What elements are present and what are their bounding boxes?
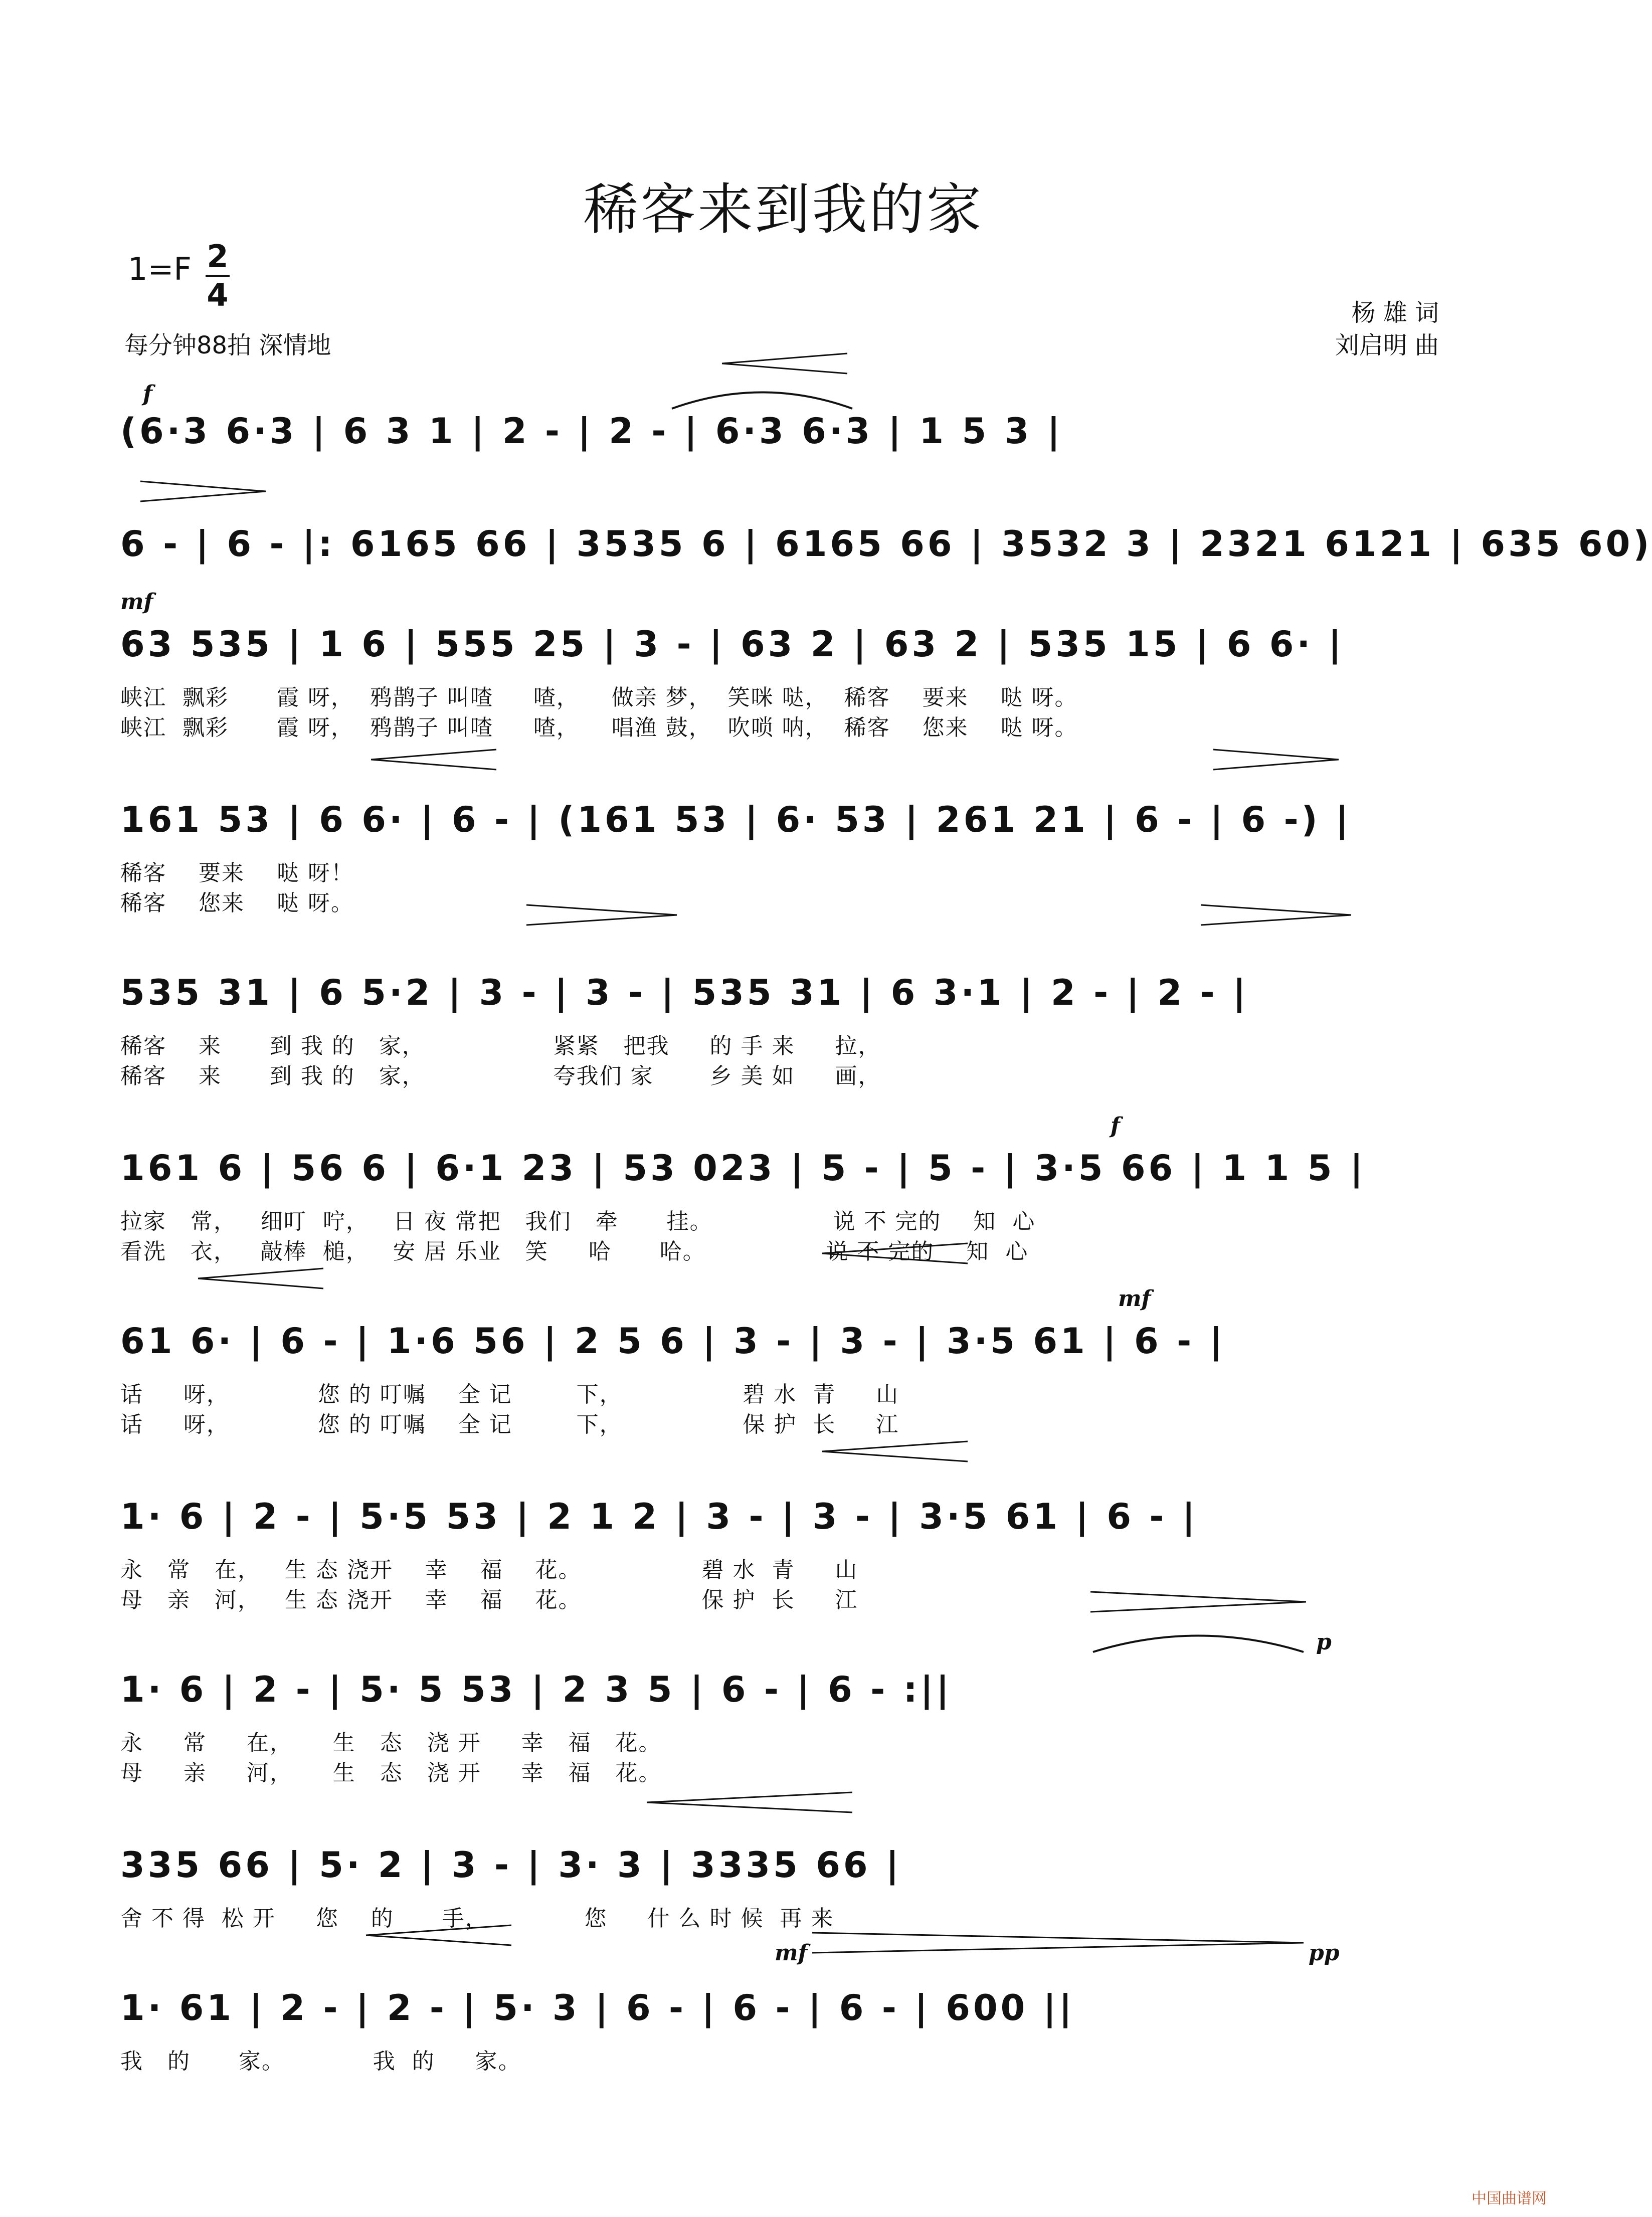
decrescendo-hairpin bbox=[526, 902, 682, 928]
dynamic-forte: f bbox=[143, 381, 152, 407]
lyricist-credit: 杨 雄 词 bbox=[1351, 299, 1439, 327]
notation-line: 335 66 | 5· 2 | 3 - | 3· 3 | 3335 66 | bbox=[120, 1844, 902, 1886]
lyric-verse-1: 舍 不 得 松 开 您 的 手， 您 什 么 时 候 再 来 bbox=[120, 1906, 834, 1931]
lyric-verse-1: 稀客 来 到 我 的 家， 紧紧 把我 的 手 来 拉， bbox=[120, 1033, 881, 1059]
decrescendo-hairpin bbox=[1201, 902, 1356, 928]
time-signature-top: 2 bbox=[207, 238, 229, 275]
lyric-verse-1: 永 常 在， 生 态 浇 开 幸 福 花。 bbox=[120, 1730, 662, 1756]
tempo-marking: 每分钟88拍 深情地 bbox=[124, 331, 331, 359]
notation-line: 63 535 | 1 6 | 555 25 | 3 - | 63 2 | 63 2 | 535 15 | 6 6· | bbox=[120, 624, 1345, 665]
lyric-verse-2: 峡江 飘彩 霞 呀， 鸦鹊子 叫喳 喳， 唱渔 鼓， 吹唢 呐， 稀客 您来 哒 呀。 bbox=[120, 715, 1078, 741]
score-system-4 bbox=[0, 790, 1567, 955]
lyric-verse-2: 母 亲 河， 生 态 浇 开 幸 福 花。 bbox=[120, 1760, 662, 1786]
crescendo-hairpin bbox=[198, 1266, 328, 1291]
decrescendo-hairpin bbox=[812, 1930, 1309, 1955]
notation-line: 6 - | 6 - |: 6165 66 | 3535 6 | 6165 66 | 3532 3 | 2321 6121 | 635 60) bbox=[120, 523, 1652, 565]
notation-line: 1· 6 | 2 - | 5· 5 53 | 2 3 5 | 6 - | 6 - :|| bbox=[120, 1669, 952, 1710]
lyric-verse-2: 稀客 您来 哒 呀。 bbox=[120, 890, 354, 916]
notation-line: 61 6· | 6 - | 1·6 56 | 2 5 6 | 3 - | 3 - | 3·5 61 | 6 - | bbox=[120, 1321, 1226, 1362]
slur-mark bbox=[667, 381, 857, 411]
dynamic-mezzo-forte: mf bbox=[775, 1940, 808, 1966]
dynamic-mezzo-forte: mf bbox=[120, 589, 153, 615]
decrescendo-hairpin bbox=[1090, 1589, 1311, 1614]
notation-line: 161 53 | 6 6· | 6 - | (161 53 | 6· 53 | 261 21 | 6 - | 6 -) | bbox=[120, 799, 1352, 840]
lyric-verse-2: 看洗 衣， 敲棒 槌， 安 居 乐业 笑 哈 哈。 说 不 完的 知 心 bbox=[120, 1239, 1029, 1264]
score-system-11 bbox=[0, 1940, 1567, 2143]
crescendo-hairpin bbox=[371, 747, 501, 772]
dynamic-mezzo-forte: mf bbox=[1118, 1286, 1151, 1312]
lyric-verse-1: 稀客 要来 哒 呀！ bbox=[120, 860, 354, 886]
dynamic-piano: p bbox=[1316, 1629, 1332, 1655]
dynamic-pianissimo: pp bbox=[1309, 1940, 1340, 1966]
score-system-10 bbox=[0, 1835, 1567, 2000]
lyric-verse-1: 永 常 在， 生 态 浇开 幸 福 花。 碧 水 青 山 bbox=[120, 1557, 858, 1583]
notation-line: (6·3 6·3 | 6 3 1 | 2 - | 2 - | 6·3 6·3 | 1 5 3 | bbox=[120, 411, 1063, 452]
composer-credit: 刘启明 曲 bbox=[1335, 331, 1439, 359]
crescendo-hairpin bbox=[722, 351, 852, 376]
time-signature bbox=[206, 240, 230, 312]
notation-line: 1· 6 | 2 - | 5·5 53 | 2 1 2 | 3 - | 3 - | 3·5 61 | 6 - | bbox=[120, 1496, 1198, 1537]
crescendo-hairpin bbox=[647, 1790, 857, 1815]
score-system-7 bbox=[0, 1286, 1567, 1476]
crescendo-hairpin bbox=[822, 1241, 973, 1266]
lyric-verse-2: 稀客 来 到 我 的 家， 夸我们 家 乡 美 如 画， bbox=[120, 1063, 881, 1089]
dynamic-forte: f bbox=[1111, 1113, 1120, 1139]
crescendo-hairpin bbox=[822, 1439, 973, 1464]
site-watermark: 中国曲谱网 bbox=[1472, 2190, 1547, 2207]
lyric-verse-2: 话 呀， 您 的 叮嘱 全 记 下， 保 护 长 江 bbox=[120, 1412, 899, 1437]
decrescendo-hairpin bbox=[1213, 747, 1344, 772]
lyric-verse-2: 母 亲 河， 生 态 浇开 幸 福 花。 保 护 长 江 bbox=[120, 1587, 858, 1613]
time-signature-bottom: 4 bbox=[207, 277, 229, 313]
notation-line: 161 6 | 56 6 | 6·1 23 | 53 023 | 5 - | 5 - | 3·5 66 | 1 1 5 | bbox=[120, 1148, 1366, 1189]
song-title: 稀客来到我的家 bbox=[583, 177, 984, 242]
score-system-5 bbox=[0, 963, 1567, 1128]
notation-line: 535 31 | 6 5·2 | 3 - | 3 - | 535 31 | 6 3·1 | 2 - | 2 - | bbox=[120, 972, 1249, 1013]
notation-line: 1· 61 | 2 - | 2 - | 5· 3 | 6 - | 6 - | 6 - | 600 || bbox=[120, 1987, 1075, 2028]
decrescendo-hairpin bbox=[140, 479, 271, 504]
lyric-verse-1: 拉家 常， 细叮 咛， 日 夜 常把 我们 牵 挂。 说 不 完的 知 心 bbox=[120, 1209, 1036, 1234]
lyric-verse-1: 我 的 家。 我 的 家。 bbox=[120, 2049, 521, 2074]
score-system-8 bbox=[0, 1487, 1567, 1652]
lyric-verse-1: 话 呀， 您 的 叮嘱 全 记 下， 碧 水 青 山 bbox=[120, 1382, 899, 1407]
lyric-verse-1: 峡江 飘彩 霞 呀， 鸦鹊子 叫喳 喳， 做亲 梦， 笑咪 哒， 稀客 要来 哒 呀。 bbox=[120, 685, 1078, 710]
slur-mark bbox=[1088, 1624, 1309, 1654]
crescendo-hairpin bbox=[366, 1923, 516, 1948]
key-signature: 1=F bbox=[128, 251, 192, 287]
